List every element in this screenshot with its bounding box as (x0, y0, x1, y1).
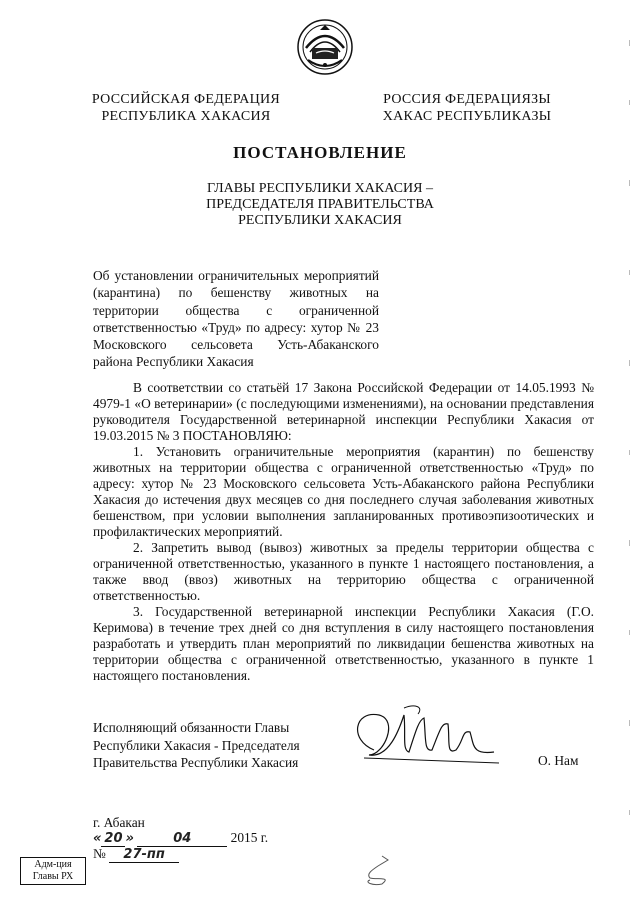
signatory-line-2: Республики Хакасия - Председателя (93, 737, 300, 753)
issue-date (93, 830, 268, 847)
item-2-paragraph: 2. Запретить вывод (вывоз) животных за пределы территории общества с ограниченной ответственностью, указанного в пункте 1 настоящего постановления, а также ввод (ввоз) животных на территорию общества с ограниченной ответственностью. (93, 540, 594, 603)
stamp-line-2: Главы РХ (32, 871, 74, 882)
number-prefix: № (93, 846, 106, 861)
date-year: 2015 г. (230, 830, 269, 845)
signatory-line-3: Правительства Республики Хакасия (93, 755, 299, 770)
number-value: 27-пп (109, 848, 179, 863)
preamble-paragraph: В соответствии со статьёй 17 Закона Российской Федерации от 14.05.1993 № 4979-1 «О ветеринарии» (с последующими изменениями), на основании представления руководителя Государственной ветеринарной инспекции Республики Хакасия от 19.03.2015 № 3 ПОСТАНОВЛЯЮ: (93, 380, 594, 443)
item-1-paragraph: 1. Установить ограничительные мероприятия (карантин) по бешенству животных на территории общества с ограниченной ответственностью «Труд» по адресу: хутор № 23 Московского сельсовета Усть-Абаканского района Республики Хакасия до истечения двух месяцев со дня последнего случая заболевания животных бешенством, при условии выполнения запланированных противоэпизоотических и профилактических мероприятий. (93, 444, 594, 539)
signatory-line-1: Исполняющий обязанности Главы (93, 720, 290, 735)
header-khakas-line-1: РОССИЯ ФЕДЕРАЦИЯЗЫ (383, 92, 551, 107)
header-russian-line-2: РЕСПУБЛИКА ХАКАСИЯ (101, 109, 271, 124)
signatory-title (93, 719, 333, 772)
handwritten-signature (344, 700, 504, 775)
registration-stamp (20, 857, 86, 885)
stamp-line-1: Адм-ция (34, 859, 72, 870)
document-subject: Об установлении ограничительных мероприятий (карантина) по бешенству животных на территории общества с ограниченной ответственностью «Труд» по адресу: хутор № 23 Московского сельсовета Усть-Абаканского района Республики Хакасия (93, 268, 379, 370)
subtitle-line-2: ПРЕДСЕДАТЕЛЯ ПРАВИТЕЛЬСТВА (206, 197, 434, 212)
date-month: 04 (137, 832, 227, 847)
header-russian (86, 91, 286, 125)
handwritten-mark (352, 852, 412, 892)
signatory-name: О. Нам (538, 753, 579, 768)
scan-edge-marks (627, 40, 633, 900)
subtitle-line-1: ГЛАВЫ РЕСПУБЛИКИ ХАКАСИЯ – (207, 181, 433, 196)
coat-of-arms-emblem (296, 18, 354, 76)
date-day: 20 (101, 832, 125, 847)
header-russian-line-1: РОССИЙСКАЯ ФЕДЕРАЦИЯ (91, 92, 281, 107)
header-khakas (372, 91, 562, 125)
place-of-issue: г. Абакан (93, 815, 145, 830)
document-title: ПОСТАНОВЛЕНИЕ (233, 143, 407, 162)
subtitle-line-3: РЕСПУБЛИКИ ХАКАСИЯ (238, 213, 402, 228)
item-3-paragraph: 3. Государственной ветеринарной инспекции Республики Хакасия (Г.О. Керимова) в течение трех дней со дня вступления в силу настоящего постановления разработать и утвердить план мероприятий по ликвидации бешенства животных на территории общества с ограниченной ответственностью, указанного в пункте 1 настоящего постановления. (93, 604, 594, 683)
header-khakas-line-2: ХАКАС РЕСПУБЛИКАЗЫ (382, 109, 552, 124)
date-close-quote: » (125, 831, 134, 846)
document-number (93, 846, 179, 863)
date-open-quote: « (93, 831, 102, 846)
document-subtitle (180, 181, 460, 229)
document-body (93, 380, 594, 684)
